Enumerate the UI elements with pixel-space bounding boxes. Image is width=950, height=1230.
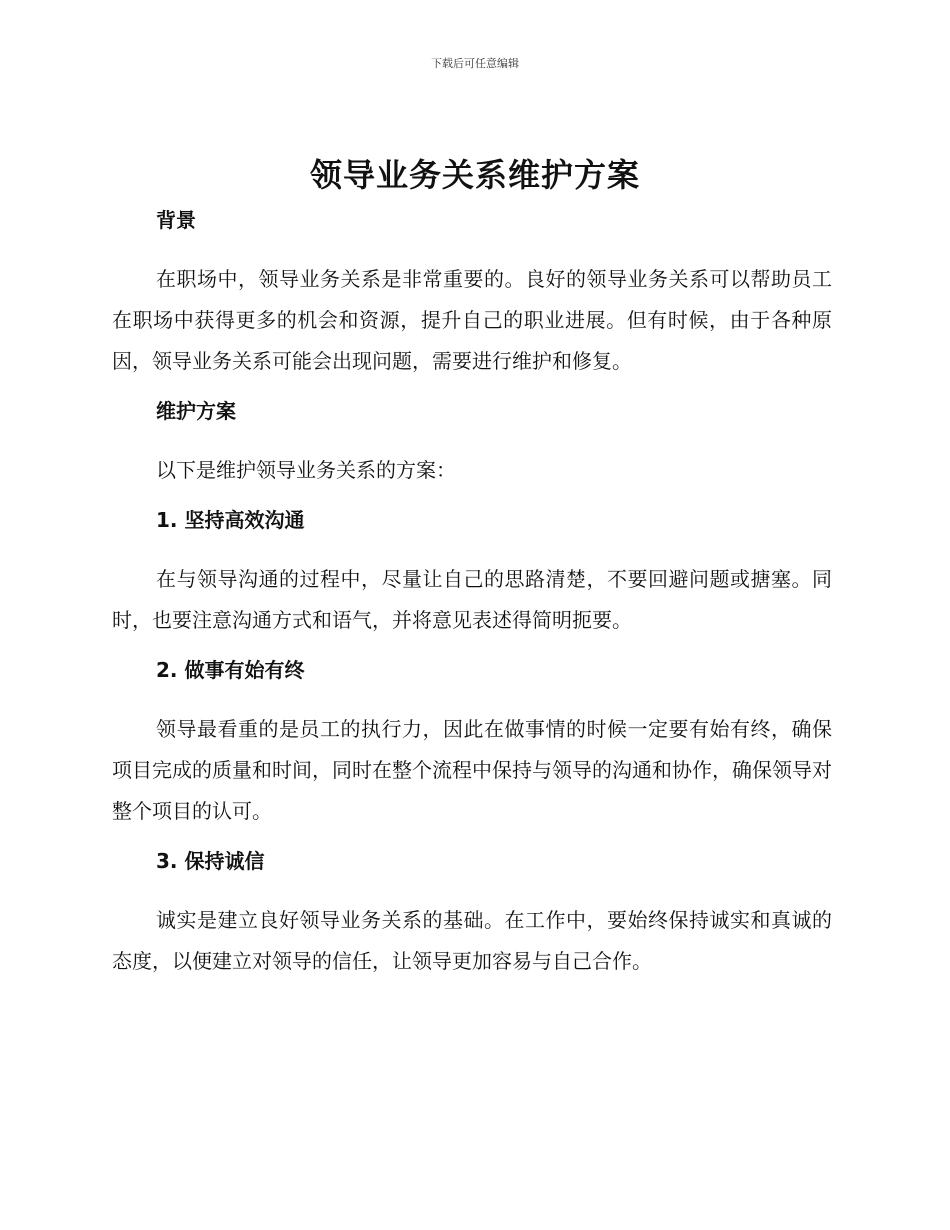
section-heading-plan: 维护方案 bbox=[156, 399, 236, 423]
section-heading-background: 背景 bbox=[156, 208, 196, 232]
paragraph-background: 在职场中，领导业务关系是非常重要的。良好的领导业务关系可以帮助员工在职场中获得更多的机会和资源，提升自己的职业进展。但有时候，由于各种原因，领导业务关系可能会出现问题，需要进行维护和修复。 bbox=[112, 267, 832, 373]
page-header-note: 下载后可任意编辑 bbox=[431, 57, 519, 70]
document-body bbox=[112, 205, 832, 996]
paragraph-item-3: 诚实是建立良好领导业务关系的基础。在工作中，要始终保持诚实和真诚的态度，以便建立对领导的信任，让领导更加容易与自己合作。 bbox=[112, 908, 832, 973]
paragraph-item-1: 在与领导沟通的过程中，尽量让自己的思路清楚，不要回避问题或搪塞。同时，也要注意沟通方式和语气，并将意见表述得简明扼要。 bbox=[112, 567, 832, 632]
paragraph-item-2: 领导最看重的是员工的执行力，因此在做事情的时候一定要有始有终，确保项目完成的质量和时间，同时在整个流程中保持与领导的沟通和协作，确保领导对整个项目的认可。 bbox=[112, 717, 832, 823]
section-heading-item-3: 3. 保持诚信 bbox=[156, 849, 265, 873]
document-title: 领导业务关系维护方案 bbox=[309, 156, 640, 194]
section-heading-item-1: 1. 坚持高效沟通 bbox=[156, 508, 305, 532]
section-heading-item-2: 2. 做事有始有终 bbox=[156, 658, 305, 682]
paragraph-plan-intro: 以下是维护领导业务关系的方案： bbox=[156, 458, 456, 482]
